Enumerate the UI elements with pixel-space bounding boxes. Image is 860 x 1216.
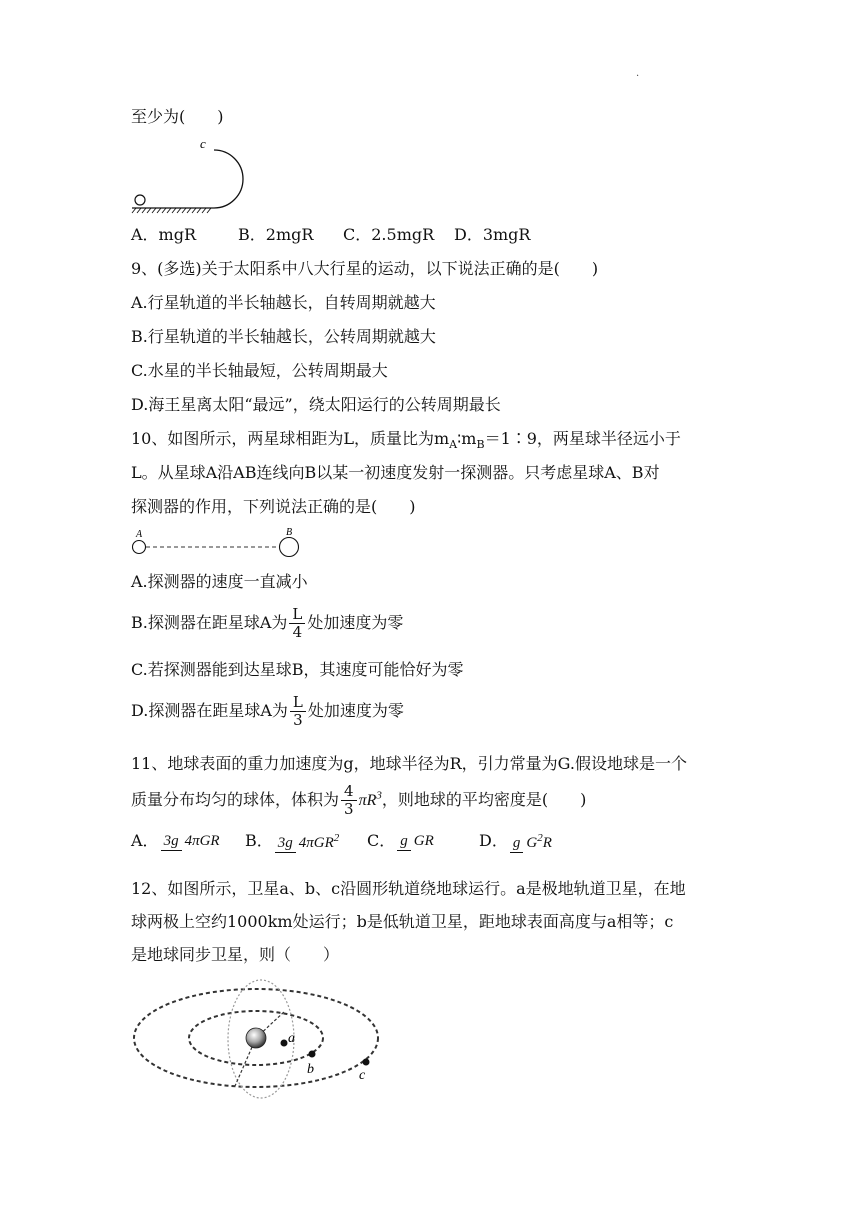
q10-label-a: A <box>136 529 143 540</box>
q10-stem-line1: 10、如图所示，两星球相距为L，质量比为$m_A∶m_B=1∶9$，两星球半径远小于 <box>131 429 681 452</box>
q8-option-d: D．3mgR <box>454 225 531 244</box>
q12-label-c: c <box>359 1068 366 1083</box>
page-mark: . <box>636 68 640 79</box>
q11-stem-line2: 质量分布均匀的球体，体积为 $\frac{4}{3}$ $\pi R^3$，则地球的平均密度是( ) <box>131 782 587 818</box>
q11-option-c: C． g GR <box>367 831 434 850</box>
q9-option-c: C.水星的半长轴最短，公转周期最大 <box>131 361 388 380</box>
q12-stem-line1: 12、如图所示，卫星a、b、c沿圆形轨道绕地球运行。a是极地轨道卫星，在地 <box>131 879 686 898</box>
q10-stem-line3: 探测器的作用，下列说法正确的是( ) <box>131 497 416 516</box>
q10-option-c: C.若探测器能到达星球B，其速度可能恰好为零 <box>131 660 464 679</box>
q9-stem: 9、(多选)关于太阳系中八大行星的运动，以下说法正确的是( ) <box>131 259 599 278</box>
q8-track-figure <box>128 134 248 214</box>
q11-option-b: B． 3g 4πGR$^2$ <box>245 831 340 851</box>
q10-stem-line2: L。从星球A沿AB连线向B以某一初速度发射一探测器。只考虑星球A、B对 <box>131 463 660 482</box>
q8-option-c: C．2.5mgR <box>343 225 435 244</box>
q8-option-a: A．mgR <box>131 225 197 244</box>
q10-option-a: A.探测器的速度一直减小 <box>131 572 308 591</box>
q12-label-b: b <box>307 1062 314 1077</box>
q12-label-a: a <box>288 1031 295 1046</box>
q11-option-a: A． 3g 4πGR <box>131 831 220 850</box>
q9-option-a: A.行星轨道的半长轴越长，自转周期就越大 <box>131 293 436 312</box>
q8-option-b: B．2mgR <box>238 225 314 244</box>
q8-options <box>131 224 530 246</box>
q11-stem-line1: 11、地球表面的重力加速度为g，地球半径为R，引力常量为G.假设地球是一个 <box>131 754 687 773</box>
q11-options <box>131 830 557 853</box>
q10-stars-figure <box>130 526 305 560</box>
q10-option-b: B.探测器在距星球A为 $\frac{L}{4}$ 处加速度为零 <box>131 605 404 641</box>
q10-label-b: B <box>286 527 293 538</box>
q11-option-d: D． g $G^2R$ <box>479 831 552 851</box>
q9-option-d: D.海王星离太阳“最远”，绕太阳运行的公转周期最长 <box>131 395 501 414</box>
q8-stem-tail: 至少为( ) <box>131 107 224 126</box>
q12-stem-line3: 是地球同步卫星，则（ ） <box>131 945 340 964</box>
q10-option-d: D.探测器在距星球A为 $\frac{L}{3}$ 处加速度为零 <box>131 693 404 729</box>
q12-stem-line2: 球两极上空约1000km处运行；b是低轨道卫星，距地球表面高度与a相等；c <box>131 912 674 931</box>
q8-label-c: c <box>200 136 206 151</box>
q9-option-b: B.行星轨道的半长轴越长，公转周期就越大 <box>131 327 436 346</box>
q12-orbits-figure <box>132 976 387 1101</box>
